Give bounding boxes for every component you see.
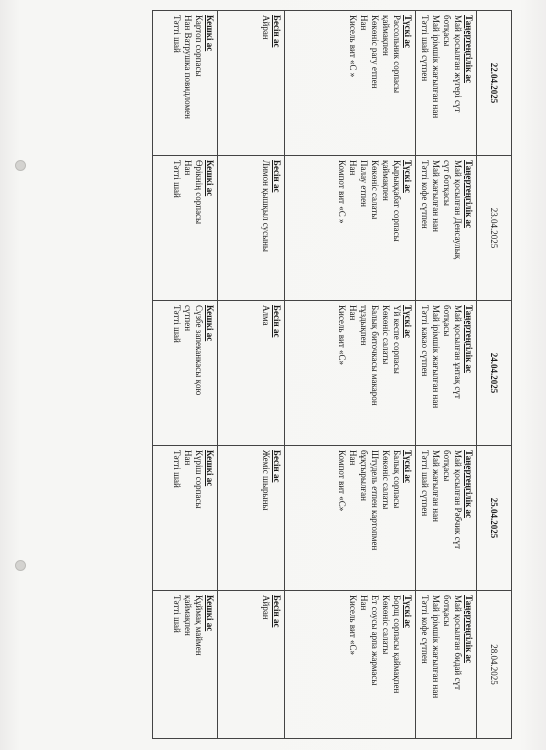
date-cell — [477, 156, 512, 301]
date-cell — [477, 11, 512, 156]
date-cell — [477, 591, 512, 739]
dinner-title: Кешкі ас — [205, 160, 215, 197]
dish-item: Тәтті шай — [172, 160, 182, 198]
dish-item: қаймақпен — [381, 15, 391, 56]
date-cell — [477, 301, 512, 446]
dish-item: Май қосылған Денсаулық — [453, 160, 463, 260]
dish-item: Кисель вит «С» — [337, 305, 347, 366]
dish-item: ботқасы — [442, 450, 452, 482]
dinner-title: Кешкі ас — [205, 450, 215, 487]
snack-cell — [218, 591, 285, 739]
dish-item: Тәтті кофе сүтпен — [420, 595, 430, 664]
dish-item: Борщ сорпасы қаймақпен — [392, 595, 402, 694]
dish-item: Компот вит «С » — [337, 160, 347, 224]
dish-item: Құймақ маймен — [194, 595, 204, 656]
lunch-cell — [285, 156, 416, 301]
dish-item: Май қосылған Рәбчик сүт — [453, 450, 463, 550]
breakfast-title: Таңертеңгілік ас — [464, 595, 474, 664]
dinner-title: Кешкі ас — [205, 595, 215, 632]
dinner-cell — [153, 446, 218, 591]
dish-item: Рассольник сорпасы — [392, 15, 402, 94]
snack-cell — [218, 301, 285, 446]
snack-cell — [218, 156, 285, 301]
dish-item: Тәтті шай — [172, 305, 182, 343]
dish-item: қаймақпен — [381, 160, 391, 201]
dish-item: Сүзбе запеканкасы қою — [194, 305, 204, 396]
snack-title: Бесін ас — [272, 595, 282, 628]
dish-item: Айран — [261, 595, 271, 620]
breakfast-cell — [416, 156, 477, 301]
dish-item: қаймақпен — [183, 595, 193, 636]
dish-item: Тәтті какао сүтпен — [420, 305, 430, 377]
date-label: 23.04.2025 — [489, 207, 500, 249]
breakfast-title: Таңертеңгілік ас — [464, 160, 474, 229]
dish-item: Нан — [183, 450, 193, 466]
dinner-cell — [153, 156, 218, 301]
date-label: 28.04.2025 — [489, 644, 500, 685]
dish-item: Май ірімшік жағылған нан — [431, 15, 441, 119]
dish-item: Нан — [359, 15, 369, 31]
breakfast-cell — [416, 11, 477, 156]
dish-item: Май қосылған жүгері сүт — [453, 15, 463, 113]
dish-item: Нан — [348, 160, 358, 176]
snack-title: Бесін ас — [272, 160, 282, 193]
dish-item: Алма — [261, 305, 271, 326]
dish-item: Тәтті шай — [172, 450, 182, 488]
dish-item: Штудель етпен картопмен — [370, 450, 380, 551]
dish-item: Нан — [359, 595, 369, 611]
lunch-title: Түскі ас — [403, 15, 413, 48]
dish-item: Тәтті шай — [172, 595, 182, 633]
dinner-title: Кешкі ас — [205, 15, 215, 52]
dish-item: Балық сорпасы — [392, 450, 402, 509]
dates-row — [477, 11, 512, 739]
dish-item: Тәтті шай сүтпен — [420, 15, 430, 82]
dish-item: Палау етпен — [359, 160, 369, 207]
dish-item: Жеміс шырыны — [261, 450, 271, 511]
dish-item: Көкөніс салаты — [381, 595, 391, 655]
dish-item: Көкөніс салаты — [381, 305, 391, 365]
dish-item: Лимон қышқыл сусыны — [261, 160, 271, 252]
dish-item: Компот вит «С» — [337, 450, 347, 512]
dish-item: Май қосылған бидай сүт — [453, 595, 463, 690]
snack-cell — [218, 11, 285, 156]
dinner-cell — [153, 11, 218, 156]
dish-item: Нан — [348, 450, 358, 466]
snack-title: Бесін ас — [272, 450, 282, 483]
snack-row — [218, 11, 285, 739]
snack-title: Бесін ас — [272, 15, 282, 48]
dish-item: Нан Ватрушка повидломен — [183, 15, 193, 119]
dish-item: Картоп сорпасы — [194, 15, 204, 77]
lunch-cell — [285, 446, 416, 591]
dish-item: Тәтті кофе сүтпен — [420, 160, 430, 229]
breakfast-cell — [416, 446, 477, 591]
dish-item: Көкөніс рагу етпен — [370, 15, 380, 89]
dish-item: сүт ботқасы — [442, 160, 452, 206]
dish-item: Балық биточкасы макарон — [370, 305, 380, 406]
dish-item: Тәтті шай — [172, 15, 182, 53]
dish-item: Тәтті шай сүтпен — [420, 450, 430, 517]
breakfast-cell — [416, 591, 477, 739]
dish-item: ботқасы — [442, 305, 452, 337]
binder-hole — [15, 560, 26, 571]
lunch-title: Түскі ас — [403, 595, 413, 628]
dinner-cell — [153, 591, 218, 739]
dish-item: тұздықпен — [359, 305, 369, 346]
breakfast-title: Таңертеңгілік ас — [464, 15, 474, 84]
dish-item: Нан — [183, 160, 193, 176]
dish-item: Қырыққабат сорпасы — [392, 160, 402, 242]
dish-item: Кисель вит «С» — [348, 595, 358, 656]
lunch-cell — [285, 591, 416, 739]
date-label: 25.04.2025 — [489, 497, 500, 539]
dish-item: Айран — [261, 15, 271, 40]
snack-title: Бесін ас — [272, 305, 282, 338]
dish-item: Нан — [348, 305, 358, 321]
dish-item: Май ірімшік жағылған нан — [431, 305, 441, 409]
dish-item: ботқасы — [442, 15, 452, 47]
weekly-menu-table — [152, 10, 512, 739]
lunch-title: Түскі ас — [403, 160, 413, 193]
dish-item: сүтпен — [183, 305, 193, 332]
dish-item: Кисель вит «С » — [348, 15, 358, 78]
dinner-title: Кешкі ас — [205, 305, 215, 342]
lunch-cell — [285, 301, 416, 446]
breakfast-title: Таңертеңгілік ас — [464, 305, 474, 374]
dish-item: Май жағылған нан — [431, 450, 441, 522]
dish-item: Май жағылған нан — [431, 160, 441, 232]
date-cell — [477, 446, 512, 591]
dinner-row — [153, 11, 218, 739]
dish-item: бұқтырылған — [359, 450, 369, 501]
lunch-cell — [285, 11, 416, 156]
dish-item: Көкөніс салаты — [370, 160, 380, 220]
lunch-row — [285, 11, 416, 739]
breakfast-row — [416, 11, 477, 739]
dish-item: Май қосылған ұнтақ сүт — [453, 305, 463, 399]
date-label: 22.04.2025 — [489, 62, 500, 104]
breakfast-cell — [416, 301, 477, 446]
dish-item: Үй кеспе сорпасы — [392, 305, 402, 374]
breakfast-title: Таңертеңгілік ас — [464, 450, 474, 519]
dish-item: Май ірімшік жағылған нан — [431, 595, 441, 699]
dish-item: Ет соусы арпа жармасы — [370, 595, 380, 686]
snack-cell — [218, 446, 285, 591]
lunch-title: Түскі ас — [403, 450, 413, 483]
date-label: 24.04.2025 — [489, 352, 500, 394]
rotated-menu-sheet — [134, 10, 512, 738]
dish-item: Күріш сорпасы — [194, 450, 204, 509]
dish-item: ботқасы — [442, 595, 452, 627]
dinner-cell — [153, 301, 218, 446]
lunch-title: Түскі ас — [403, 305, 413, 338]
dish-item: Көкөніс салаты — [381, 450, 391, 510]
dish-item: Өрікнің сорпасы — [194, 160, 204, 225]
binder-hole — [15, 160, 26, 171]
